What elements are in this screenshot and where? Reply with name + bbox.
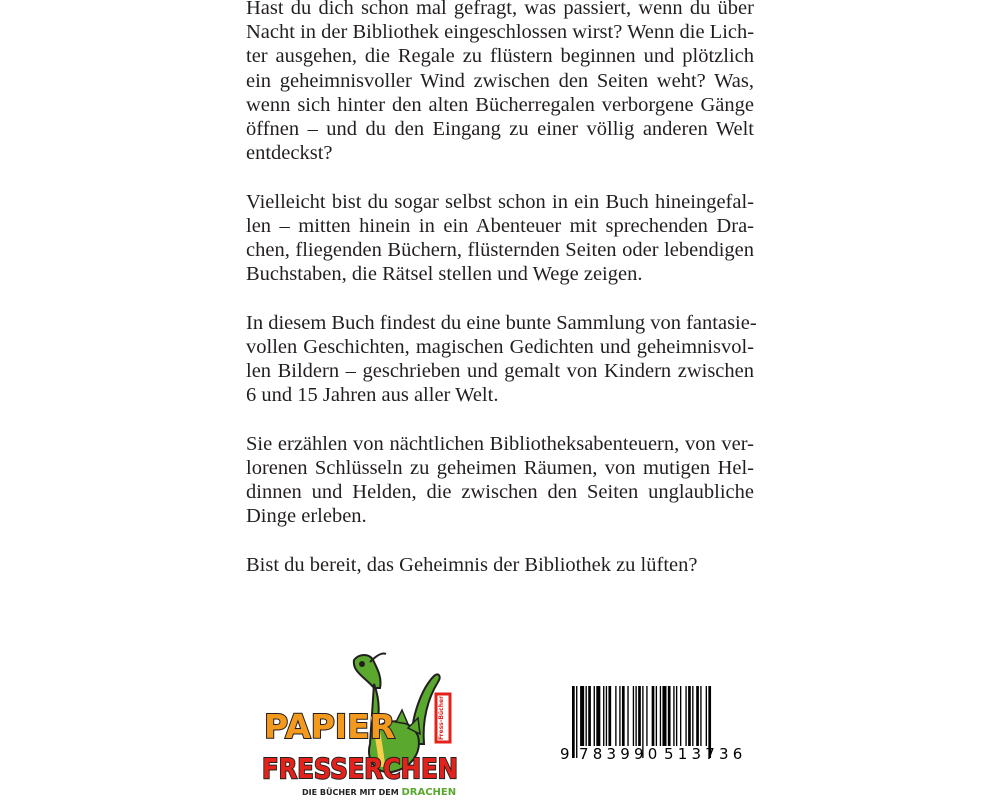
svg-text:FRESSERCHEN: FRESSERCHEN: [262, 752, 458, 785]
paragraph-line: wenn sich hinter den alten Bücherregalen verborgene Gänge: [246, 93, 754, 116]
paragraph-line: Nacht in der Bibliothek eingeschlossen wirst? Wenn die Lich-: [246, 21, 755, 44]
book-icon: [436, 694, 450, 742]
paragraph-line: vollen Geschichten, magischen Gedichten und geheimnisvol-: [246, 335, 754, 358]
isbn-right-group: 513736: [664, 745, 747, 763]
paragraph-line: öffnen – und du den Eingang zu einer völlig anderen Welt: [246, 118, 754, 141]
back-cover-description: [246, 0, 757, 601]
papierfresserchen-logo: [262, 648, 462, 800]
description-paragraph: [246, 432, 754, 529]
paragraph-line: Vielleicht bist du sogar selbst schon in ein Buch hineingefal-: [246, 190, 754, 213]
description-paragraph: [246, 0, 754, 165]
paragraph-line: ter ausgehen, die Regale zu flüstern beginnen und plötzlich: [246, 45, 754, 68]
description-paragraph: [246, 553, 754, 577]
paragraph-line: lorenen Schlüsseln zu geheimen Räumen, von mutigen Hel-: [246, 456, 754, 479]
svg-text:DIE BÜCHER MIT DEM DRACHE: DIE BÜCHER MIT DEM DRACHEN: [302, 787, 457, 798]
paragraph-line: Dinge erleben.: [246, 505, 367, 528]
paragraph-line: len Bildern – geschrieben und gemalt von Kindern zwischen: [246, 360, 754, 383]
paragraph-line: entdeckst?: [246, 142, 333, 165]
description-paragraph: [246, 311, 757, 408]
paragraph-line: 6 und 15 Jahren aus aller Welt.: [246, 384, 499, 407]
isbn-first-digit: 9: [560, 745, 570, 763]
paragraph-line: chen, fliegenden Büchern, flüsternden Seiten oder lebendigen: [246, 239, 754, 262]
paragraph-line: Buchstaben, die Rätsel stellen und Wege zeigen.: [246, 263, 643, 286]
svg-text:Fress-Bücher: Fress-Bücher: [438, 695, 445, 741]
paragraph-line: dinnen und Helden, die zwischen den Seiten unglaubliche: [246, 481, 754, 504]
description-paragraph: [246, 190, 754, 287]
isbn-left-group: 783990: [579, 745, 662, 763]
paragraph-line: Bist du bereit, das Geheimnis der Bibliothek zu lüften?: [246, 553, 698, 576]
paragraph-line: len – mitten hinein in ein Abenteuer mit sprechenden Dra-: [246, 214, 754, 237]
paragraph-line: In diesem Buch findest du eine bunte Sammlung von fantasie-: [246, 311, 757, 334]
paragraph-line: Hast du dich schon mal gefragt, was passiert, wenn du über: [246, 0, 754, 19]
paragraph-line: ein geheimnisvoller Wind zwischen den Seiten weht? Was,: [246, 69, 754, 92]
paragraph-line: Sie erzählen von nächtlichen Bibliotheksabenteuern, von ver-: [246, 432, 754, 455]
svg-text:PAPIER: PAPIER: [264, 707, 396, 746]
